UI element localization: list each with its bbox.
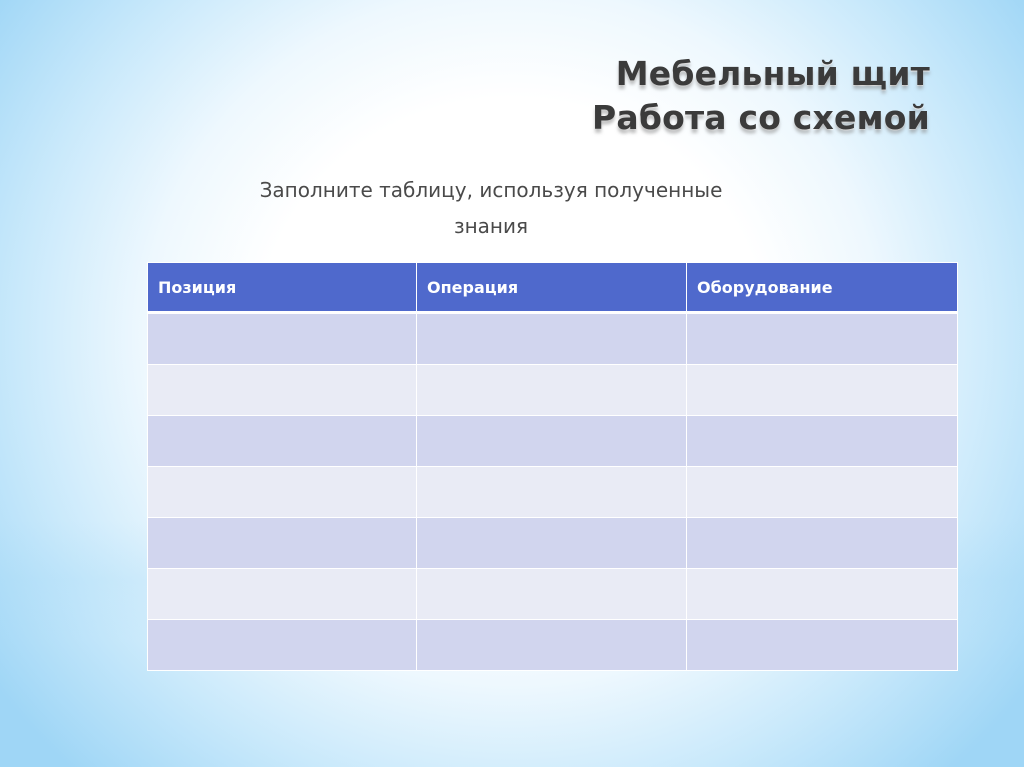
instruction-line-2: знания xyxy=(453,214,529,238)
table-cell[interactable] xyxy=(417,569,687,620)
title-line-1: Мебельный щит xyxy=(615,54,930,93)
table-cell[interactable] xyxy=(148,365,417,416)
table-row xyxy=(148,467,958,518)
title-line-2: Работа со схемой xyxy=(592,98,930,137)
table-row xyxy=(148,313,958,365)
table-cell[interactable] xyxy=(687,365,958,416)
instruction-text xyxy=(150,172,832,244)
table-row xyxy=(148,365,958,416)
table-cell[interactable] xyxy=(148,467,417,518)
table-cell[interactable] xyxy=(687,467,958,518)
table-header-row xyxy=(148,263,958,313)
table-cell[interactable] xyxy=(148,313,417,365)
table-cell[interactable] xyxy=(687,313,958,365)
slide-title xyxy=(592,52,930,140)
table-row xyxy=(148,416,958,467)
table-cell[interactable] xyxy=(687,518,958,569)
instruction-line-1: Заполните таблицу, используя полученные xyxy=(259,178,723,202)
table-cell[interactable] xyxy=(417,416,687,467)
table-cell[interactable] xyxy=(417,467,687,518)
table-cell[interactable] xyxy=(417,313,687,365)
table-cell[interactable] xyxy=(417,365,687,416)
table-cell[interactable] xyxy=(148,569,417,620)
table-cell[interactable] xyxy=(687,416,958,467)
table-cell[interactable] xyxy=(148,620,417,671)
table-cell[interactable] xyxy=(148,518,417,569)
table-cell[interactable] xyxy=(417,620,687,671)
header-operation: Операция xyxy=(417,263,687,313)
table-row xyxy=(148,569,958,620)
table-cell[interactable] xyxy=(687,569,958,620)
worksheet-table xyxy=(147,262,958,671)
table-cell[interactable] xyxy=(687,620,958,671)
table-row xyxy=(148,518,958,569)
header-equipment: Оборудование xyxy=(687,263,958,313)
header-position: Позиция xyxy=(148,263,417,313)
table-cell[interactable] xyxy=(417,518,687,569)
table-row xyxy=(148,620,958,671)
table-cell[interactable] xyxy=(148,416,417,467)
